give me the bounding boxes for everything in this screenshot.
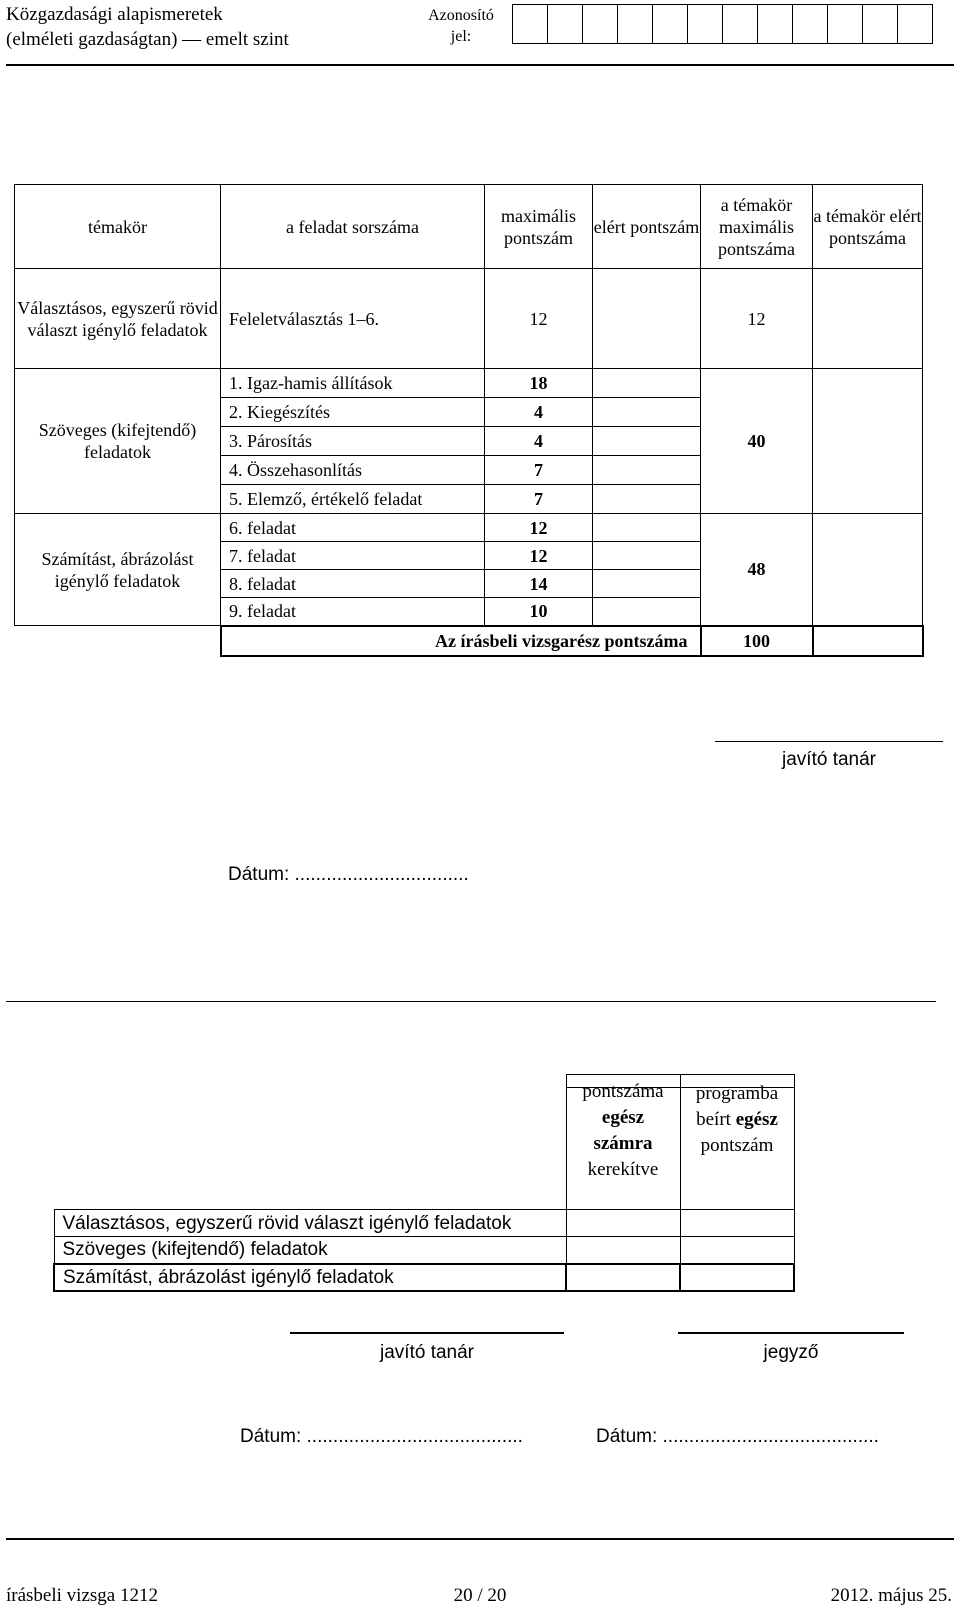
max-cell: 4 — [485, 398, 593, 427]
max-cell: 12 — [485, 542, 593, 570]
earned-cell[interactable] — [593, 398, 701, 427]
earned-cell[interactable] — [593, 427, 701, 456]
program-cell[interactable] — [680, 1210, 794, 1237]
header-task-number: a feladat sorszáma — [221, 185, 485, 269]
separator-rule — [6, 1001, 936, 1002]
id-box[interactable] — [827, 4, 863, 44]
earned-cell[interactable] — [593, 269, 701, 369]
id-label — [423, 5, 499, 47]
footer-date: 2012. május 25. — [830, 1585, 952, 1606]
empty-cell — [15, 626, 221, 656]
corrector-label-2: javító tanár — [380, 1342, 474, 1363]
topic-earned-cell[interactable] — [813, 514, 923, 626]
date-field: Dátum: ................................. — [228, 864, 469, 885]
max-cell: 4 — [485, 427, 593, 456]
max-cell: 14 — [485, 570, 593, 598]
earned-cell[interactable] — [593, 485, 701, 514]
topic-cell: Szöveges (kifejtendő) feladatok — [15, 369, 221, 514]
header-rule — [6, 64, 954, 66]
rounded-cell[interactable] — [566, 1264, 680, 1291]
total-value: 100 — [701, 626, 813, 656]
row-label: Szöveges (kifejtendő) feladatok — [54, 1237, 566, 1264]
task-cell: 8. feladat — [221, 570, 485, 598]
document-header-title — [6, 2, 289, 52]
id-label-line1: Azonosító — [428, 7, 494, 24]
id-box[interactable] — [687, 4, 723, 44]
topic-max-cell: 48 — [701, 514, 813, 626]
corrector-label: javító tanár — [782, 749, 876, 770]
header-topic: témakör — [15, 185, 221, 269]
date-field-left: Dátum: ......................................... — [240, 1426, 523, 1447]
signature-line — [715, 741, 943, 742]
program-cell[interactable] — [680, 1237, 794, 1264]
topic-earned-cell[interactable] — [813, 369, 923, 514]
earned-cell[interactable] — [593, 598, 701, 626]
task-cell: 6. feladat — [221, 514, 485, 542]
notary-label: jegyző — [763, 1342, 819, 1363]
id-box[interactable] — [547, 4, 583, 44]
topic-max-cell: 12 — [701, 269, 813, 369]
header-topic-max: a témakör maximális pontszáma — [701, 185, 813, 269]
task-cell: 9. feladat — [221, 598, 485, 626]
footer-exam-code: írásbeli vizsga 1212 — [6, 1585, 158, 1606]
id-box[interactable] — [722, 4, 758, 44]
earned-cell[interactable] — [593, 456, 701, 485]
header-max-points: maximális pontszám — [485, 185, 593, 269]
rounded-score-table — [53, 1081, 795, 1292]
signature-line-left — [290, 1332, 564, 1334]
task-cell: 2. Kiegészítés — [221, 398, 485, 427]
header-program: programba beírt egész pontszám — [680, 1088, 794, 1210]
id-box[interactable] — [512, 4, 548, 44]
empty-header-cell — [54, 1088, 566, 1210]
total-label: Az írásbeli vizsgarész pontszáma — [221, 626, 701, 656]
date-field-right: Dátum: ......................................... — [596, 1426, 879, 1447]
row-label: Számítást, ábrázolást igénylő feladatok — [54, 1264, 566, 1291]
id-box[interactable] — [897, 4, 933, 44]
earned-cell[interactable] — [593, 514, 701, 542]
rounded-cell[interactable] — [566, 1210, 680, 1237]
earned-cell[interactable] — [593, 570, 701, 598]
id-box[interactable] — [792, 4, 828, 44]
footer-rule — [6, 1538, 954, 1540]
task-cell: 4. Összehasonlítás — [221, 456, 485, 485]
id-label-line2: jel: — [450, 28, 472, 45]
topic-cell: Számítást, ábrázolást igénylő feladatok — [15, 514, 221, 626]
id-code-boxes — [512, 4, 932, 44]
max-cell: 12 — [485, 514, 593, 542]
id-box[interactable] — [617, 4, 653, 44]
earned-cell[interactable] — [593, 542, 701, 570]
page-number: 20 / 20 — [453, 1585, 507, 1606]
total-earned-cell[interactable] — [813, 626, 923, 656]
header-rounded: pontszáma egész számra kerekítve — [566, 1088, 680, 1210]
subject-subtitle: (elméleti gazdaságtan) — emelt szint — [6, 29, 289, 50]
max-cell: 10 — [485, 598, 593, 626]
task-cell: 7. feladat — [221, 542, 485, 570]
header-earned-points: elért pontszám — [593, 185, 701, 269]
id-box[interactable] — [757, 4, 793, 44]
topic-earned-cell[interactable] — [813, 269, 923, 369]
rounded-cell[interactable] — [566, 1237, 680, 1264]
task-cell: 3. Párosítás — [221, 427, 485, 456]
max-cell: 7 — [485, 456, 593, 485]
task-cell: Feleletválasztás 1–6. — [221, 269, 485, 369]
row-label: Választásos, egyszerű rövid választ igénylő feladatok — [54, 1210, 566, 1237]
max-cell: 7 — [485, 485, 593, 514]
id-box[interactable] — [652, 4, 688, 44]
earned-cell[interactable] — [593, 369, 701, 398]
score-table — [14, 184, 924, 657]
signature-line-right — [678, 1332, 904, 1334]
task-cell: 1. Igaz-hamis állítások — [221, 369, 485, 398]
header-topic-earned: a témakör elért pontszáma — [813, 185, 923, 269]
program-cell[interactable] — [680, 1264, 794, 1291]
topic-cell: Választásos, egyszerű rövid választ igénylő feladatok — [15, 269, 221, 369]
id-box[interactable] — [582, 4, 618, 44]
max-cell: 18 — [485, 369, 593, 398]
topic-max-cell: 40 — [701, 369, 813, 514]
id-box[interactable] — [862, 4, 898, 44]
task-cell: 5. Elemző, értékelő feladat — [221, 485, 485, 514]
max-cell: 12 — [485, 269, 593, 369]
subject-title: Közgazdasági alapismeretek — [6, 4, 223, 25]
